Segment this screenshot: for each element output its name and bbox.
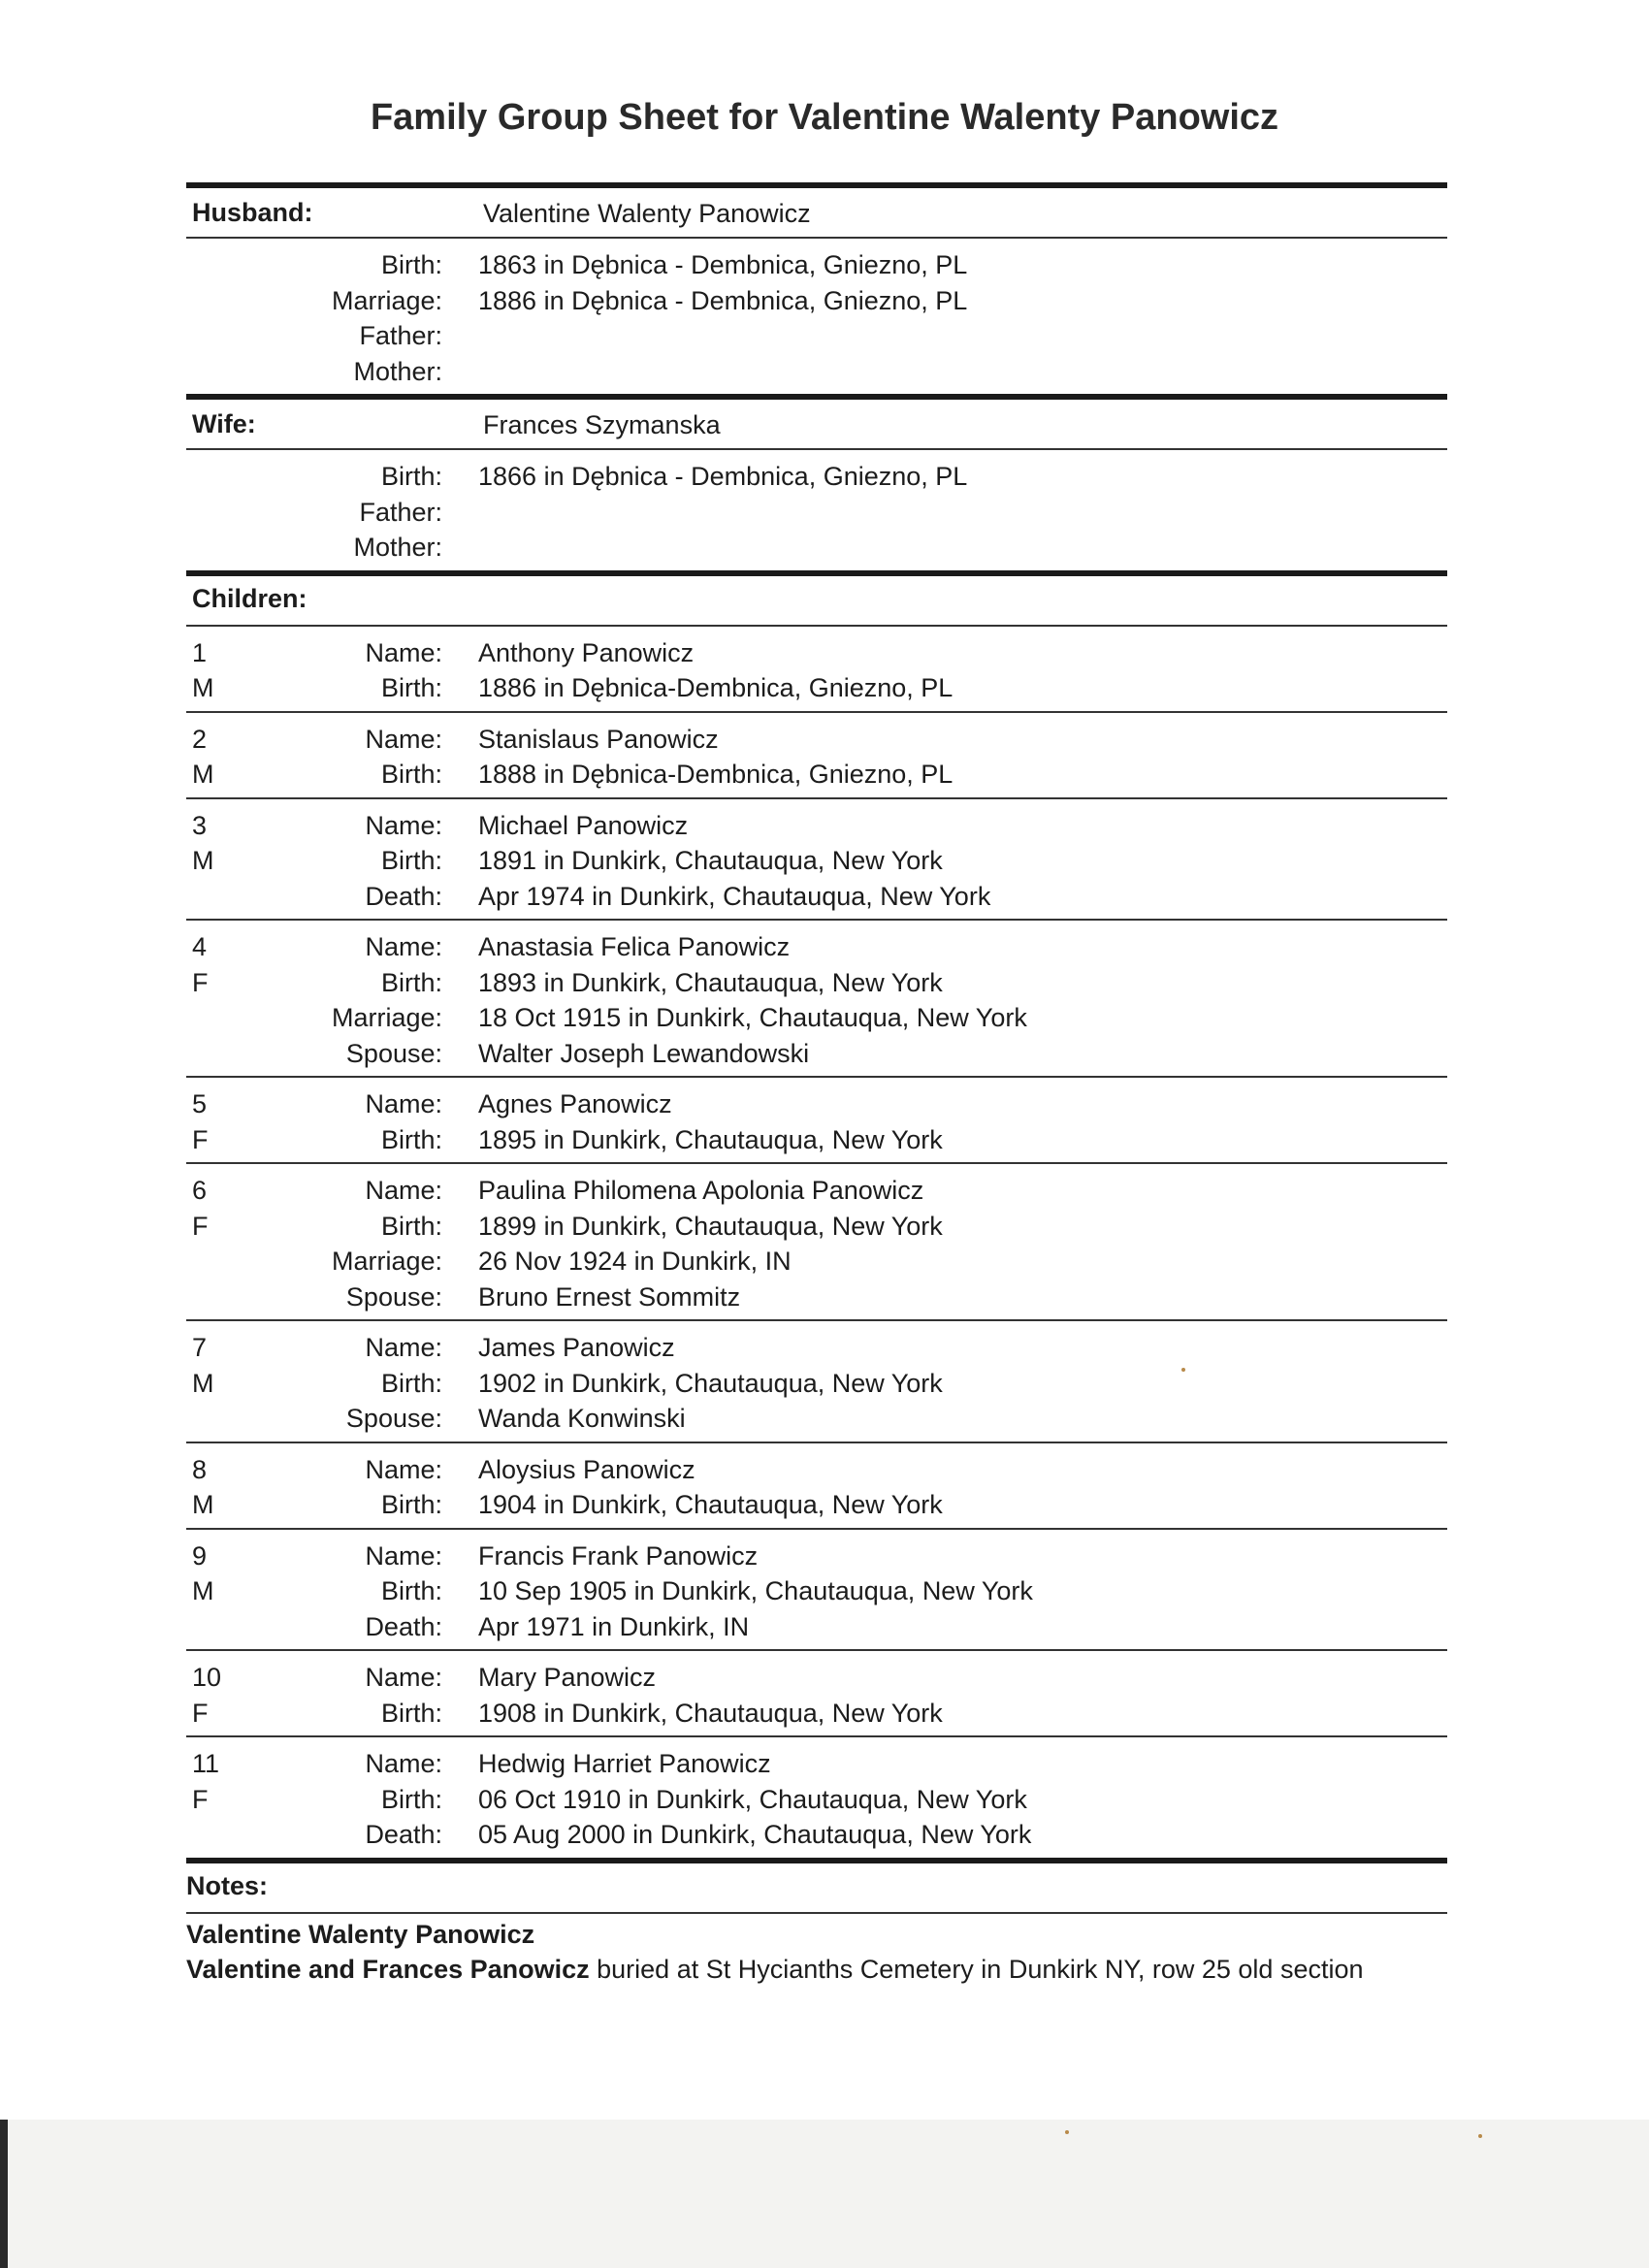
- fact-label: Spouse:: [345, 1404, 442, 1433]
- children-header: [186, 576, 1447, 625]
- child-number: 5: [192, 1089, 208, 1118]
- child-fact-row: [186, 1035, 1447, 1071]
- fact-value: 1891 in Dunkirk, Chautauqua, New York: [478, 846, 943, 875]
- husband-marriage-row: [186, 282, 1447, 318]
- fact-label: Name:: [365, 1089, 442, 1118]
- child-sex: M: [192, 846, 214, 875]
- child-fact-row: [186, 1400, 1447, 1436]
- husband-birth-row: [186, 246, 1447, 282]
- child-fact-row: [186, 999, 1447, 1035]
- child-fact-row: [186, 878, 1447, 914]
- notes-label: Notes:: [186, 1870, 269, 1900]
- fact-value: 1893 in Dunkirk, Chautauqua, New York: [478, 967, 943, 997]
- child-sex: M: [192, 1490, 214, 1519]
- fact-label: Marriage:: [331, 1247, 442, 1276]
- child-entry: [186, 1443, 1447, 1528]
- fact-label: Name:: [365, 637, 442, 667]
- child-fact-row: [186, 1608, 1447, 1644]
- fact-label: Name:: [365, 1454, 442, 1484]
- fact-value: Francis Frank Panowicz: [478, 1540, 759, 1571]
- child-number: 6: [192, 1176, 208, 1205]
- child-fact-row: [186, 721, 1447, 757]
- child-fact-row: [186, 634, 1447, 670]
- fact-label: Name:: [365, 1333, 442, 1362]
- fact-label: Name:: [365, 724, 442, 754]
- wife-father-row: [186, 494, 1447, 530]
- fact-value: 06 Oct 1910 in Dunkirk, Chautauqua, New York: [478, 1784, 1027, 1814]
- child-sex: F: [192, 1124, 209, 1154]
- fact-value: Anastasia Felica Panowicz: [478, 932, 791, 961]
- fact-value: Walter Joseph Lewandowski: [478, 1038, 810, 1068]
- husband-father-row: [186, 317, 1447, 353]
- child-sex: M: [192, 760, 214, 789]
- child-fact-row: [186, 1243, 1447, 1279]
- child-fact-row: [186, 1486, 1447, 1522]
- fact-value: 18 Oct 1915 in Dunkirk, Chautauqua, New York: [478, 1003, 1027, 1032]
- husband-header: [186, 188, 1447, 237]
- child-number: 8: [192, 1454, 208, 1484]
- notes-header: [186, 1863, 1447, 1912]
- fact-value: Hedwig Harriet Panowicz: [478, 1749, 771, 1778]
- fact-label: Marriage:: [331, 285, 442, 315]
- fact-value: Aloysius Panowicz: [478, 1454, 695, 1484]
- fact-label: Birth:: [380, 1124, 442, 1154]
- fact-label: Name:: [365, 1540, 442, 1571]
- family-sheet: [186, 182, 1447, 1990]
- child-sex: M: [192, 1576, 214, 1605]
- child-sex: F: [192, 967, 209, 997]
- child-number: 11: [192, 1749, 220, 1778]
- fact-value: Paulina Philomena Apolonia Panowicz: [478, 1176, 924, 1205]
- child-fact-row: [186, 1451, 1447, 1487]
- fact-value: 1886 in Dębnica - Dembnica, Gniezno, PL: [478, 285, 968, 315]
- child-fact-row: [186, 1208, 1447, 1244]
- child-number: 10: [192, 1663, 222, 1692]
- child-number: 1: [192, 637, 208, 667]
- notes-text-rest: buried at St Hycianths Cemetery in Dunkirk NY, row 25 old section: [589, 1954, 1364, 1984]
- fact-label: Father:: [359, 497, 442, 527]
- child-number: 4: [192, 932, 208, 961]
- children-list: [186, 625, 1447, 1858]
- child-fact-row: [186, 1121, 1447, 1157]
- child-number: 3: [192, 810, 208, 840]
- fact-label: Birth:: [380, 967, 442, 997]
- wife-name: Frances Szymanska: [483, 410, 721, 439]
- child-sex: F: [192, 1211, 209, 1241]
- child-fact-row: [186, 756, 1447, 792]
- fact-label: Father:: [359, 321, 442, 350]
- fact-label: Name:: [365, 1176, 442, 1205]
- child-fact-row: [186, 1695, 1447, 1731]
- child-fact-row: [186, 1365, 1447, 1401]
- fact-label: Birth:: [380, 673, 442, 702]
- page-title: Family Group Sheet for Valentine Walenty Panowicz: [370, 97, 1279, 138]
- husband-label: Husband:: [192, 198, 313, 227]
- fact-value: 1886 in Dębnica-Dembnica, Gniezno, PL: [478, 673, 954, 702]
- child-entry: [186, 1530, 1447, 1650]
- fact-value: 1908 in Dunkirk, Chautauqua, New York: [478, 1698, 943, 1728]
- husband-mother-row: [186, 353, 1447, 389]
- child-fact-row: [186, 964, 1447, 1000]
- child-entry: [186, 1164, 1447, 1319]
- fact-value: 1899 in Dunkirk, Chautauqua, New York: [478, 1211, 943, 1241]
- fact-value: 05 Aug 2000 in Dunkirk, Chautauqua, New York: [478, 1820, 1032, 1849]
- child-sex: M: [192, 1368, 214, 1398]
- scan-speck: [1065, 2130, 1069, 2134]
- fact-label: Name:: [365, 810, 442, 840]
- fact-value: 1863 in Dębnica - Dembnica, Gniezno, PL: [478, 250, 968, 279]
- scanner-background: [0, 2120, 1649, 2268]
- child-number: 7: [192, 1333, 208, 1362]
- child-fact-row: [186, 1329, 1447, 1365]
- child-number: 2: [192, 724, 208, 754]
- fact-value: Bruno Ernest Sommitz: [478, 1281, 741, 1312]
- child-entry: [186, 627, 1447, 711]
- fact-label: Birth:: [380, 250, 442, 279]
- fact-label: Name:: [365, 932, 442, 961]
- fact-label: Mother:: [353, 356, 442, 386]
- child-entry: [186, 1321, 1447, 1442]
- child-fact-row: [186, 928, 1447, 964]
- fact-label: Birth:: [380, 846, 442, 875]
- fact-label: Spouse:: [345, 1281, 442, 1312]
- fact-value: Anthony Panowicz: [478, 637, 695, 667]
- wife-mother-row: [186, 529, 1447, 565]
- wife-birth-row: [186, 458, 1447, 494]
- scan-speck: [1181, 1368, 1185, 1372]
- fact-label: Birth:: [380, 760, 442, 789]
- notes-subject: Valentine Walenty Panowicz: [186, 1919, 535, 1949]
- child-fact-row: [186, 1659, 1447, 1695]
- child-fact-row: [186, 842, 1447, 878]
- scanner-edge: [0, 2120, 8, 2268]
- fact-value: Apr 1971 in Dunkirk, IN: [478, 1611, 750, 1641]
- scan-speck: [1478, 2134, 1482, 2138]
- child-number: 9: [192, 1540, 208, 1571]
- child-sex: F: [192, 1698, 209, 1728]
- child-entry: [186, 1078, 1447, 1162]
- fact-label: Birth:: [380, 1490, 442, 1519]
- wife-label: Wife:: [192, 409, 256, 438]
- fact-label: Spouse:: [345, 1038, 442, 1068]
- child-fact-row: [186, 1085, 1447, 1121]
- fact-label: Marriage:: [331, 1003, 442, 1032]
- child-fact-row: [186, 1781, 1447, 1817]
- notes-body: [186, 1914, 1447, 1990]
- child-fact-row: [186, 1538, 1447, 1573]
- fact-value: 1866 in Dębnica - Dembnica, Gniezno, PL: [478, 462, 968, 491]
- child-fact-row: [186, 807, 1447, 843]
- child-fact-row: [186, 1816, 1447, 1852]
- fact-value: 1888 in Dębnica-Dembnica, Gniezno, PL: [478, 760, 954, 789]
- husband-facts: [186, 239, 1447, 394]
- fact-value: 1895 in Dunkirk, Chautauqua, New York: [478, 1124, 943, 1154]
- child-entry: [186, 799, 1447, 920]
- fact-label: Birth:: [380, 1698, 442, 1728]
- child-sex: M: [192, 673, 214, 702]
- fact-label: Birth:: [380, 1368, 442, 1398]
- child-sex: F: [192, 1784, 209, 1814]
- fact-label: Death:: [365, 1611, 442, 1641]
- notes-text-bold: Valentine and Frances Panowicz: [186, 1954, 590, 1984]
- fact-label: Birth:: [380, 1576, 442, 1605]
- fact-label: Mother:: [353, 533, 442, 562]
- wife-facts: [186, 450, 1447, 570]
- fact-label: Name:: [365, 1663, 442, 1692]
- fact-label: Death:: [365, 1820, 442, 1849]
- fact-label: Death:: [365, 881, 442, 911]
- child-fact-row: [186, 1572, 1447, 1608]
- fact-label: Birth:: [380, 1784, 442, 1814]
- child-fact-row: [186, 1745, 1447, 1781]
- children-label: Children:: [192, 583, 307, 613]
- child-fact-row: [186, 1172, 1447, 1208]
- fact-value: Mary Panowicz: [478, 1663, 657, 1692]
- wife-header: [186, 400, 1447, 448]
- fact-label: Birth:: [380, 1211, 442, 1241]
- child-entry: [186, 1737, 1447, 1858]
- fact-value: James Panowicz: [478, 1333, 675, 1362]
- fact-value: 26 Nov 1924 in Dunkirk, IN: [478, 1247, 792, 1276]
- child-fact-row: [186, 669, 1447, 705]
- fact-value: Michael Panowicz: [478, 810, 689, 840]
- fact-value: 1902 in Dunkirk, Chautauqua, New York: [478, 1368, 943, 1398]
- child-fact-row: [186, 1279, 1447, 1314]
- fact-label: Name:: [365, 1749, 442, 1778]
- husband-name: Valentine Walenty Panowicz: [483, 199, 811, 228]
- child-entry: [186, 921, 1447, 1076]
- child-entry: [186, 1651, 1447, 1735]
- notes-text: [186, 1955, 1447, 1990]
- fact-value: Agnes Panowicz: [478, 1089, 672, 1118]
- child-entry: [186, 713, 1447, 797]
- fact-value: Apr 1974 in Dunkirk, Chautauqua, New York: [478, 881, 991, 911]
- fact-value: Stanislaus Panowicz: [478, 724, 719, 754]
- fact-label: Birth:: [380, 462, 442, 491]
- fact-value: Wanda Konwinski: [478, 1404, 686, 1433]
- fact-value: 10 Sep 1905 in Dunkirk, Chautauqua, New York: [478, 1576, 1033, 1605]
- fact-value: 1904 in Dunkirk, Chautauqua, New York: [478, 1490, 943, 1519]
